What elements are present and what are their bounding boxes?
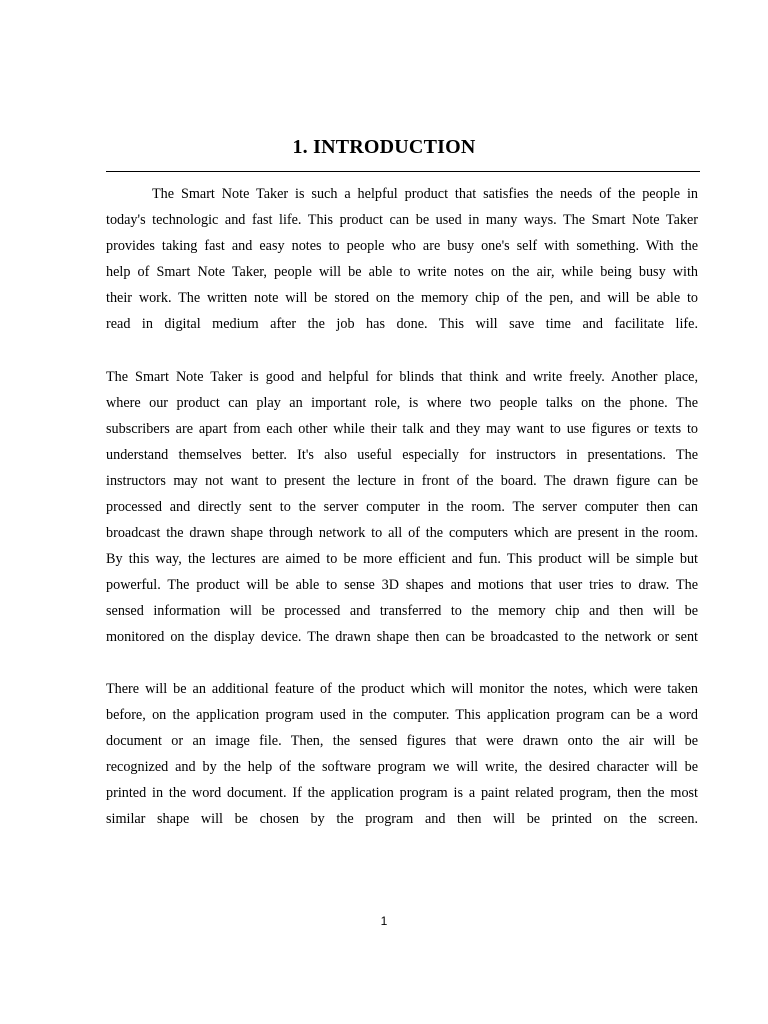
paragraph-line: powerful. The product will be able to sense 3D shapes and motions that user tries to draw. The (106, 577, 698, 593)
paragraph-line: help of Smart Note Taker, people will be able to write notes on the air, while being busy with (106, 264, 698, 280)
section-heading: 1. INTRODUCTION (292, 136, 476, 158)
paragraph-line: understand themselves better. It's also useful especially for instructors in presentations. The (106, 447, 698, 463)
paragraph-line: today's technologic and fast life. This product can be used in many ways. The Smart Note Taker (106, 212, 698, 228)
paragraph-line: There will be an additional feature of the product which will monitor the notes, which were taken (106, 681, 698, 697)
paragraph-1 (106, 181, 698, 337)
page-number: 1 (380, 914, 388, 928)
paragraph-3 (106, 676, 698, 832)
paragraph-line: similar shape will be chosen by the program and then will be printed on the screen. (106, 811, 698, 827)
paragraph-line: subscribers are apart from each other while their talk and they may want to use figures or texts to (106, 421, 698, 437)
heading-divider (106, 171, 700, 172)
paragraph-line: where our product can play an important role, is where two people talks on the phone. The (106, 395, 698, 411)
paragraph-line: processed and directly sent to the server computer in the room. The server computer then can (106, 499, 698, 515)
paragraph-line: recognized and by the help of the software program we will write, the desired character will be (106, 759, 698, 775)
paragraph-line: read in digital medium after the job has done. This will save time and facilitate life. (106, 316, 698, 332)
paragraph-line: By this way, the lectures are aimed to be more efficient and fun. This product will be simple but (106, 551, 698, 567)
paragraph-line: The Smart Note Taker is such a helpful product that satisfies the needs of the people in (152, 186, 698, 202)
paragraph-2 (106, 364, 698, 650)
paragraph-line: document or an image file. Then, the sensed figures that were drawn onto the air will be (106, 733, 698, 749)
paragraph-line: monitored on the display device. The drawn shape then can be broadcasted to the network or sent (106, 629, 698, 645)
paragraph-line: printed in the word document. If the application program is a paint related program, then the most (106, 785, 698, 801)
paragraph-line: their work. The written note will be stored on the memory chip of the pen, and will be able to (106, 290, 698, 306)
paragraph-line: sensed information will be processed and transferred to the memory chip and then will be (106, 603, 698, 619)
paragraph-line: instructors may not want to present the lecture in front of the board. The drawn figure can be (106, 473, 698, 489)
paragraph-line: before, on the application program used in the computer. This application program can be a word (106, 707, 698, 723)
paragraph-line: provides taking fast and easy notes to people who are busy one's self with something. With the (106, 238, 698, 254)
paragraph-line: The Smart Note Taker is good and helpful for blinds that think and write freely. Another place, (106, 369, 698, 385)
paragraph-line: broadcast the drawn shape through network to all of the computers which are present in the room. (106, 525, 698, 541)
